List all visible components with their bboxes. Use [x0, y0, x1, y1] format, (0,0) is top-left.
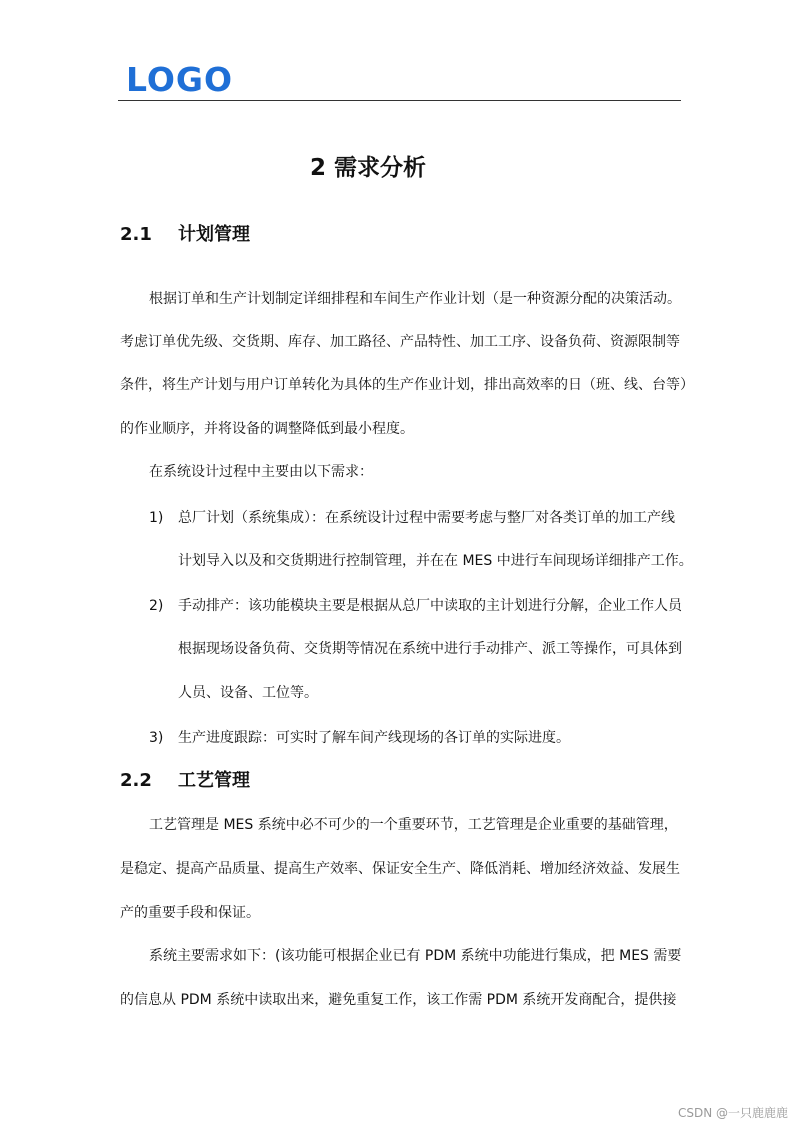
- section-heading-2-1: [120, 222, 250, 248]
- list-item-line: 根据现场设备负荷、交货期等情况在系统中进行手动排产、派工等操作，可具体到: [178, 641, 682, 657]
- watermark: CSDN @一只鹿鹿鹿: [677, 1106, 788, 1120]
- requirements-intro: 在系统设计过程中主要由以下需求：: [149, 464, 373, 480]
- section-heading-2-2: [120, 768, 250, 794]
- list-item-number: 1): [149, 510, 164, 526]
- list-item-number: 3): [149, 730, 164, 746]
- paragraph-line: 产的重要手段和保证。: [120, 905, 260, 921]
- list-item-line: 生产进度跟踪：可实时了解车间产线现场的各订单的实际进度。: [178, 730, 570, 746]
- paragraph-line: 是稳定、提高产品质量、提高生产效率、保证安全生产、降低消耗、增加经济效益、发展生: [120, 861, 680, 877]
- section-title: 工艺管理: [178, 770, 250, 791]
- section-number: 2.1: [120, 224, 152, 245]
- list-item-line: 人员、设备、工位等。: [178, 685, 318, 701]
- paragraph-line: 根据订单和生产计划制定详细排程和车间生产作业计划（是一种资源分配的决策活动。: [149, 291, 681, 307]
- list-item-line: 计划导入以及和交货期进行控制管理，并在在 MES 中进行车间现场详细排产工作。: [178, 553, 693, 569]
- paragraph-line: 的信息从 PDM 系统中读取出来，避免重复工作，该工作需 PDM 系统开发商配合，提供接: [120, 992, 677, 1008]
- paragraph-line: 系统主要需求如下：(该功能可根据企业已有 PDM 系统中功能进行集成，把 MES 需要: [149, 948, 682, 964]
- section-number: 2.2: [120, 770, 152, 791]
- list-item-line: 总厂计划（系统集成）：在系统设计过程中需要考虑与整厂对各类订单的加工产线: [178, 510, 675, 526]
- list-item-number: 2): [149, 598, 164, 614]
- paragraph-line: 工艺管理是 MES 系统中必不可少的一个重要环节，工艺管理是企业重要的基础管理，: [149, 817, 678, 833]
- section-title: 计划管理: [178, 224, 250, 245]
- paragraph-line: 条件，将生产计划与用户订单转化为具体的生产作业计划，排出高效率的日（班、线、台等）: [120, 377, 694, 393]
- logo: LOGO: [126, 60, 234, 99]
- paragraph-line: 考虑订单优先级、交货期、库存、加工路径、产品特性、加工工序、设备负荷、资源限制等: [120, 334, 680, 350]
- header-divider: [118, 100, 681, 101]
- list-item-line: 手动排产：该功能模块主要是根据从总厂中读取的主计划进行分解，企业工作人员: [178, 598, 682, 614]
- chapter-title: 2 需求分析: [309, 155, 426, 181]
- paragraph-line: 的作业顺序，并将设备的调整降低到最小程度。: [120, 421, 414, 437]
